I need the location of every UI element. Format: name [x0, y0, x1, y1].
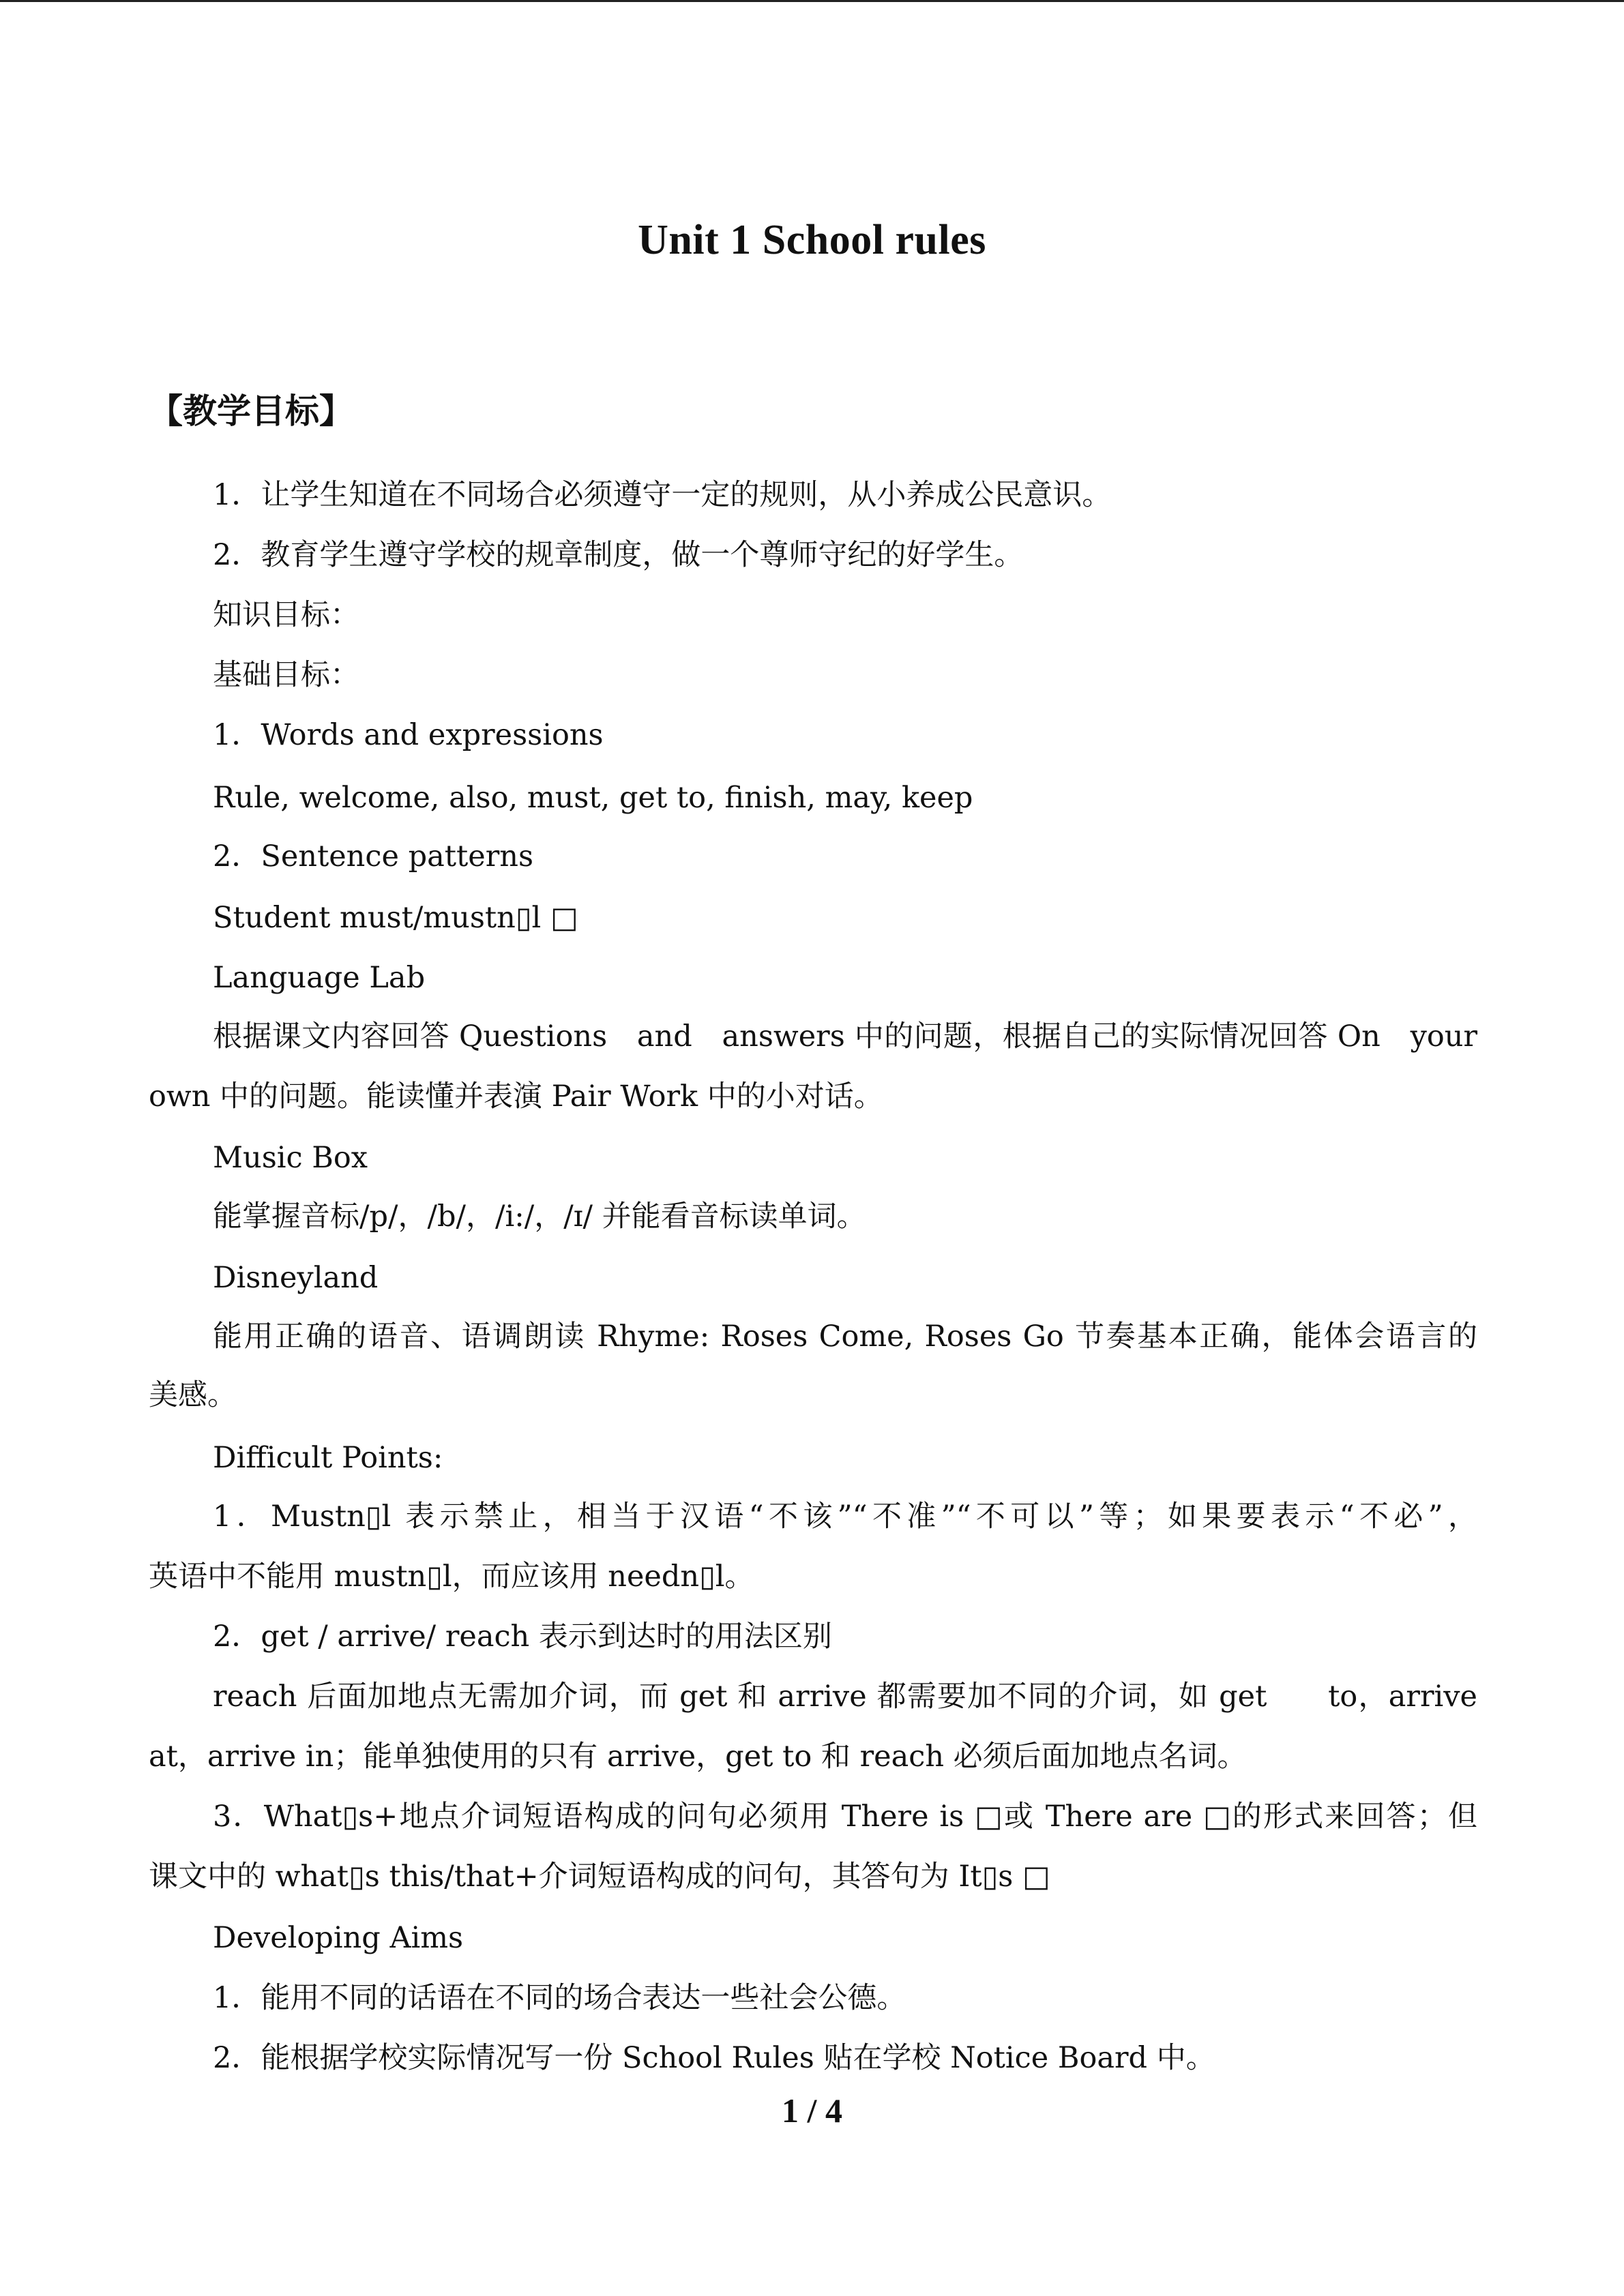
language-lab-text-line-1: 根据课文内容回答 Questions and answers 中的问题，根据自己的实际情况回答 On your	[213, 1019, 1477, 1054]
objective-line-1: 1．让学生知道在不同场合必须遵守一定的规则，从小养成公民意识。	[213, 478, 1112, 512]
disneyland-text-line-2: 美感。	[149, 1378, 237, 1412]
difficult-point-2: 2．get / arrive/ reach 表示到达时的用法区别	[213, 1620, 832, 1654]
music-box-heading: Music Box	[213, 1141, 368, 1175]
difficult-point-2-detail-line-2: at，arrive in；能单独使用的只有 arrive，get to 和 reach 必须后面加地点名词。	[149, 1740, 1247, 1774]
disneyland-text-line-1: 能用正确的语音、语调朗读 Rhyme: Roses Come, Roses Go 节奏基本正确，能体会语言的	[213, 1320, 1477, 1354]
disneyland-heading: Disneyland	[213, 1261, 379, 1295]
knowledge-goals-label: 知识目标：	[213, 598, 359, 632]
document-title: Unit 1 School rules	[638, 217, 986, 263]
difficult-point-3-line-1: 3．What▯s+地点介词短语构成的问句必须用 There is □或 There are □的形式来回答；但	[213, 1800, 1477, 1834]
words-expressions-heading: 1．Words and expressions	[213, 718, 604, 752]
vocabulary-list: Rule, welcome, also, must, get to, finish, may, keep	[213, 781, 973, 815]
difficult-point-1-line-2: 英语中不能用 mustn▯l，而应该用 needn▯l。	[149, 1560, 754, 1594]
developing-aim-1: 1．能用不同的话语在不同的场合表达一些社会公德。	[213, 1981, 906, 2015]
music-box-text: 能掌握音标/p/，/b/，/i:/，/ɪ/ 并能看音标读单词。	[213, 1199, 866, 1234]
sentence-pattern-example: Student must/mustn▯l □	[213, 901, 578, 935]
developing-aims-heading: Developing Aims	[213, 1921, 464, 1955]
section-heading-teaching-objectives: 【教学目标】	[149, 391, 353, 431]
developing-aim-2: 2．能根据学校实际情况写一份 School Rules 贴在学校 Notice Board 中。	[213, 2041, 1215, 2075]
language-lab-text-line-2: own 中的问题。能读懂并表演 Pair Work 中的小对话。	[149, 1079, 883, 1114]
difficult-point-2-detail-line-1: reach 后面加地点无需加介词，而 get 和 arrive 都需要加不同的介词，如 get to，arrive	[213, 1680, 1477, 1714]
difficult-points-heading: Difficult Points:	[213, 1441, 443, 1475]
basic-goals-label: 基础目标：	[213, 658, 359, 692]
page-number: 1 / 4	[782, 2091, 842, 2130]
difficult-point-3-line-2: 课文中的 what▯s this/that+介词短语构成的问句，其答句为 It▯s □	[149, 1860, 1050, 1894]
objective-line-2: 2．教育学生遵守学校的规章制度，做一个尊师守纪的好学生。	[213, 538, 1024, 572]
difficult-point-1-line-1: 1．Mustn▯l 表示禁止，相当于汉语“不该”“不准”“不可以”等；如果要表示“不必”，	[213, 1500, 1477, 1534]
sentence-patterns-heading: 2．Sentence patterns	[213, 839, 534, 874]
language-lab-heading: Language Lab	[213, 961, 426, 995]
